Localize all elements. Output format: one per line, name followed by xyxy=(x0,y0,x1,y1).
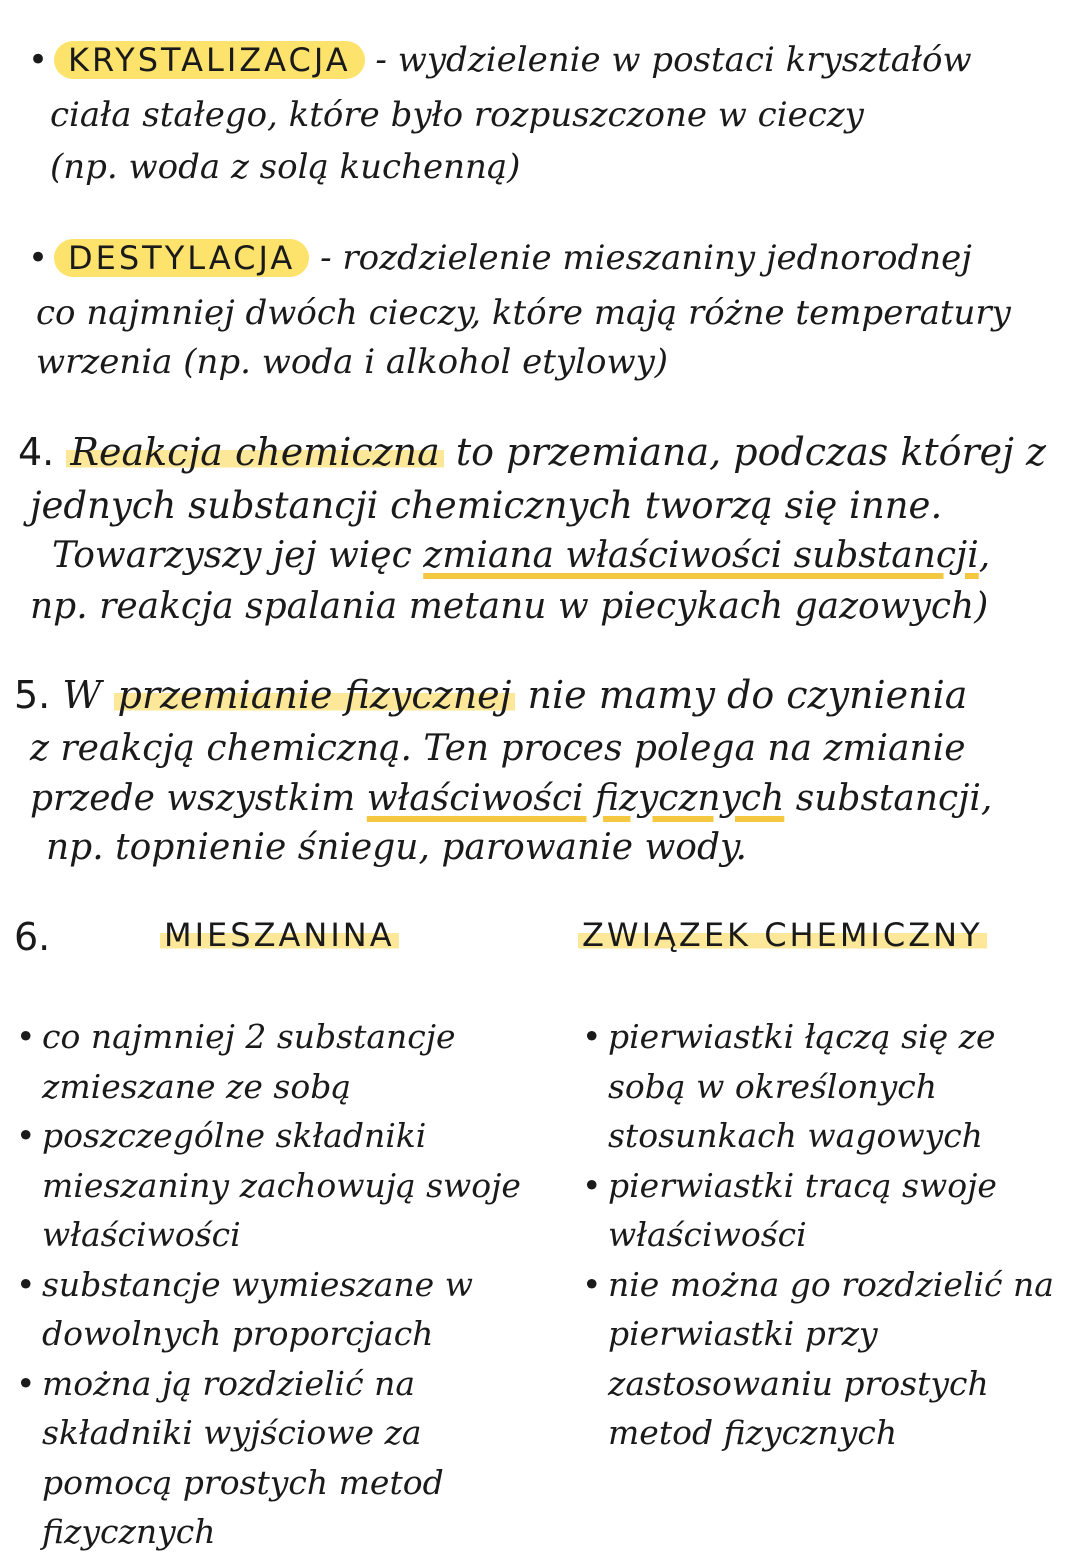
zwiazek-heading-text: ZWIĄZEK CHEMICZNY xyxy=(578,916,987,954)
p5-line-4: np. topnienie śniegu, parowanie wody. xyxy=(46,827,747,868)
destylacja-definition-start: - rozdzielenie mieszaniny jednorodnej xyxy=(320,238,972,278)
krystalizacja-line-2: ciała stałego, które było rozpuszczone w cieczy xyxy=(50,95,864,135)
p4-line-1-rest: to przemiana, podczas której z xyxy=(455,430,1047,474)
p5-line-1-rest: nie mamy do czynienia xyxy=(527,673,968,717)
zwiazek-list xyxy=(582,1012,1062,1458)
p4-highlight: Reakcja chemiczna xyxy=(66,430,443,474)
p4-line-3-pre: Towarzyszy jej więc xyxy=(52,535,412,576)
zwiazek-heading xyxy=(578,915,987,956)
p5-line-3 xyxy=(30,777,992,820)
destylacja-term: DESTYLACJA xyxy=(54,239,309,277)
p5-line-2: z reakcją chemiczną. Ten proces polega na zmianie xyxy=(30,728,966,769)
krystalizacja-term: KRYSTALIZACJA xyxy=(54,41,365,79)
p5-line-1 xyxy=(14,673,967,719)
p5-line-3-pre: przede wszystkim xyxy=(30,778,356,819)
p4-number: 4. xyxy=(18,430,55,474)
p5-highlight: przemianie fizycznej xyxy=(114,673,516,717)
p5-line-3-post: substancji, xyxy=(795,778,993,819)
p5-number: 5. xyxy=(14,673,51,717)
destylacja-line-3: wrzenia (np. woda i alkohol etylowy) xyxy=(36,342,669,382)
list-item: • nie można go rozdzielić na pierwiastki przy zastosowaniu prostych metod fizycznych xyxy=(582,1260,1062,1458)
p5-underline: właściwości fizycznych xyxy=(366,778,785,819)
destylacja-line-1: • DESTYLACJA - rozdzielenie mieszaniny jednorodnej xyxy=(28,238,972,278)
p4-line-4: np. reakcja spalania metanu w piecykach gazowych) xyxy=(30,586,989,627)
krystalizacja-line-3: (np. woda z solą kuchenną) xyxy=(50,147,521,187)
destylacja-line-2: co najmniej dwóch cieczy, które mają różne temperatury xyxy=(36,293,1011,333)
mieszanina-heading xyxy=(160,915,399,956)
list-item: • poszczególne składniki mieszaniny zachowują swoje właściwości xyxy=(16,1111,536,1260)
list-item: • substancje wymieszane w dowolnych proporcjach xyxy=(16,1260,536,1359)
list-item: • pierwiastki tracą swoje właściwości xyxy=(582,1161,1062,1260)
p4-underline: zmiana właściwości substancji xyxy=(423,535,979,576)
p6-number: 6. xyxy=(14,915,51,959)
p5-pre: W xyxy=(62,673,102,717)
mieszanina-heading-text: MIESZANINA xyxy=(160,916,399,954)
p4-line-3-post: , xyxy=(978,535,991,576)
list-item: • co najmniej 2 substancje zmieszane ze sobą xyxy=(16,1012,536,1111)
p4-line-1 xyxy=(18,430,1046,476)
krystalizacja-line-1: • KRYSTALIZACJA - wydzielenie w postaci kryształów xyxy=(28,40,972,80)
list-item: • można ją rozdzielić na składniki wyjściowe za pomocą prostych metod fizycznych xyxy=(16,1359,536,1557)
krystalizacja-definition-start: - wydzielenie w postaci kryształów xyxy=(375,40,972,80)
list-item: • pierwiastki łączą się ze sobą w określonych stosunkach wagowych xyxy=(582,1012,1062,1161)
p4-line-2: jednych substancji chemicznych tworzą się inne. xyxy=(30,484,943,527)
p4-line-3 xyxy=(52,534,990,577)
mieszanina-list xyxy=(16,1012,536,1557)
